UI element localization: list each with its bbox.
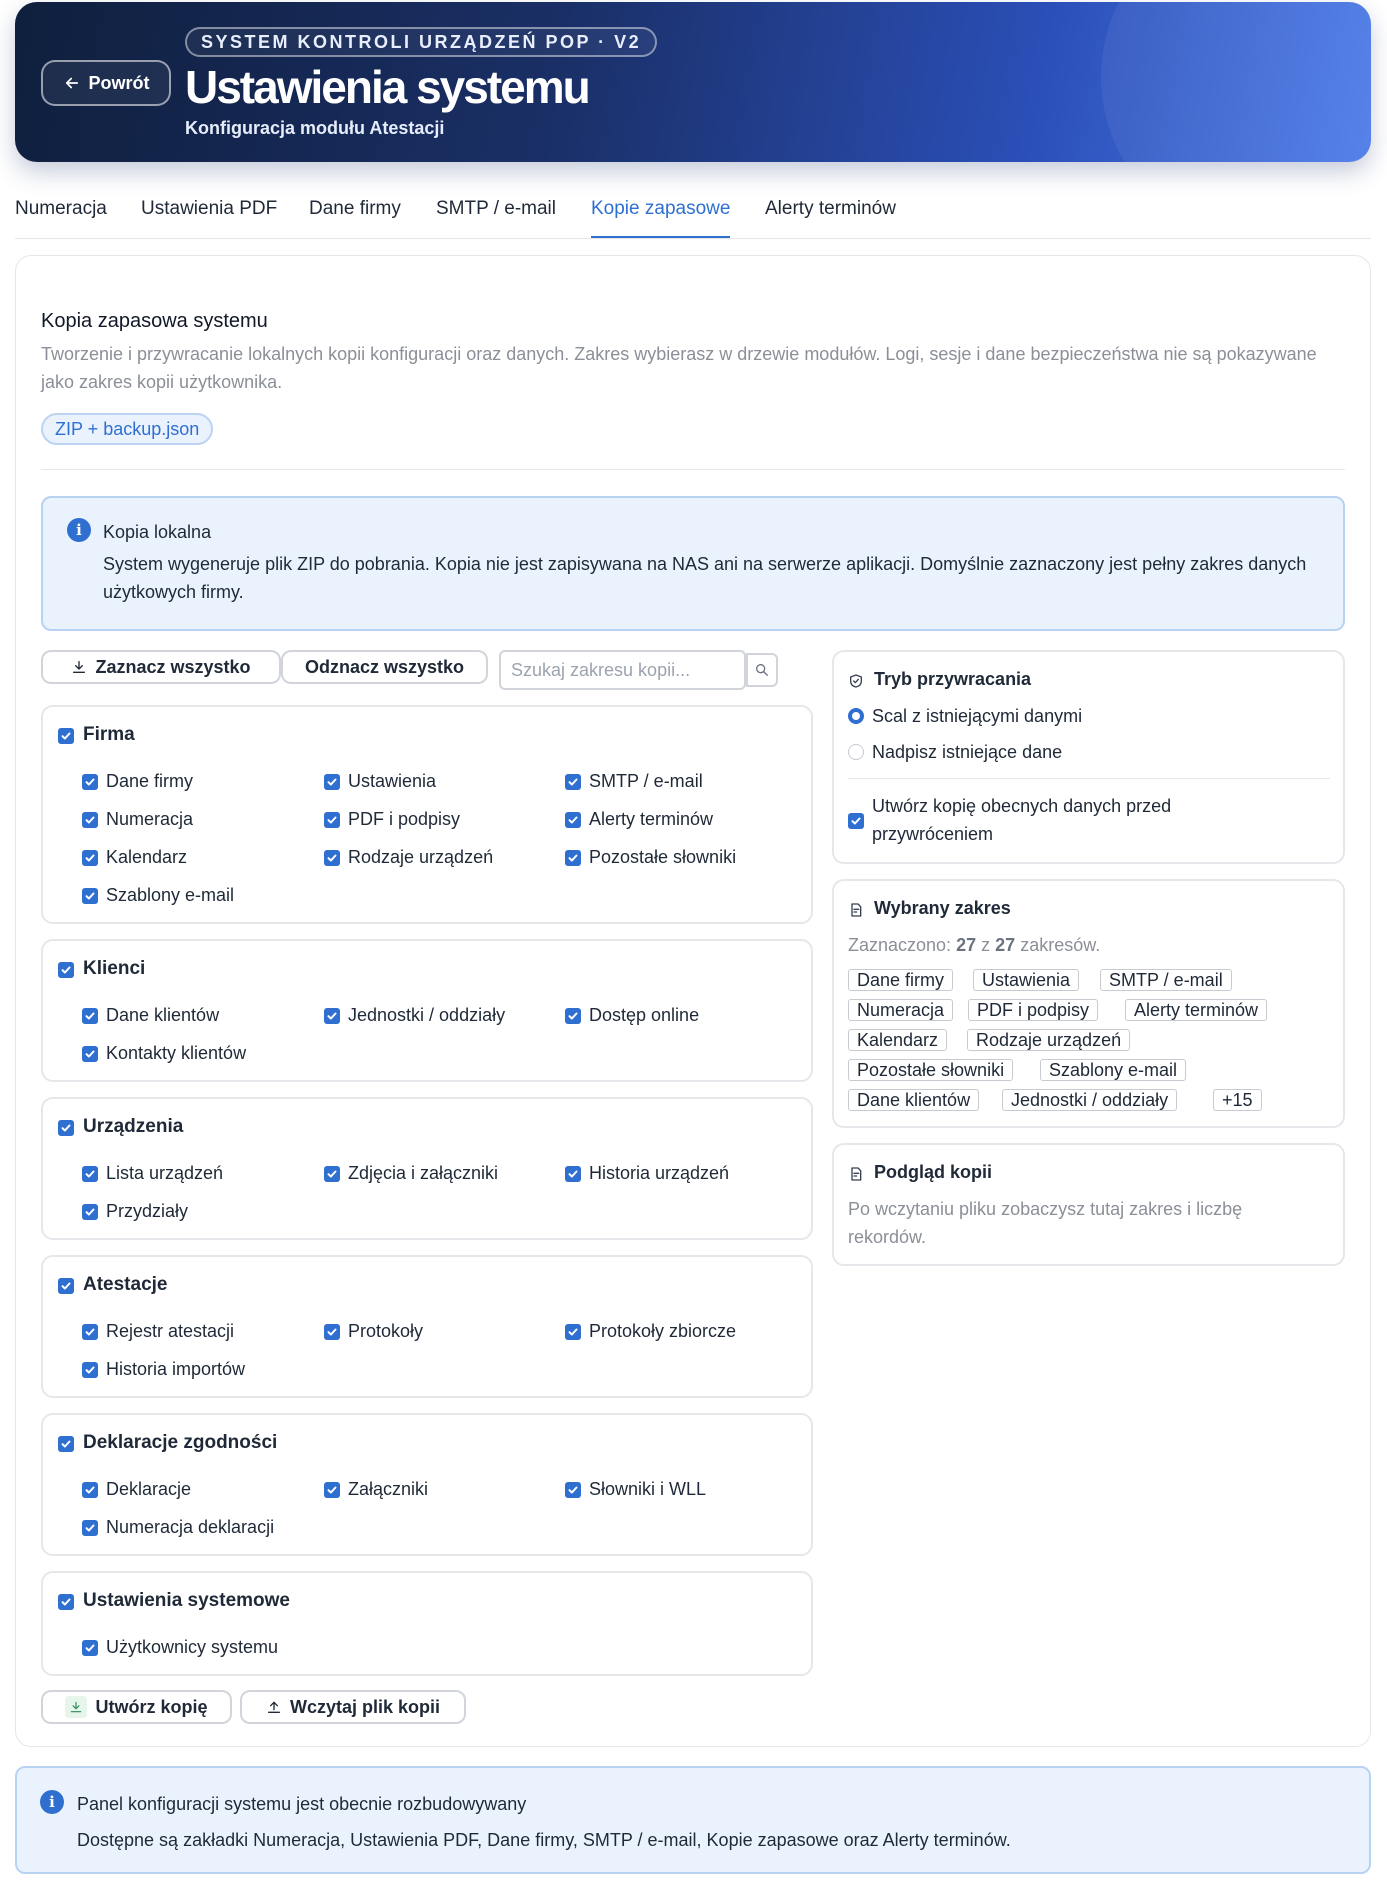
group-checkbox[interactable] (58, 1120, 74, 1136)
scope-tag: Dane firmy (848, 969, 953, 991)
check-icon (60, 1596, 72, 1608)
item-label: Ustawienia (348, 771, 437, 791)
check-icon (567, 1168, 579, 1180)
item-label: Zdjęcia i załączniki (348, 1163, 499, 1183)
summary-mid: z (981, 935, 991, 955)
info-text: System wygeneruje plik ZIP do pobrania. Kopia nie jest zapisywana na NAS ani na serwerze aplikacji. Domyślnie zaznaczony jest pełny zakres danych użytkowych firmy. (103, 554, 1307, 602)
tab-kopie-zapasowe[interactable]: Kopie zapasowe (591, 198, 730, 238)
backup-preview-panel (832, 1143, 1345, 1266)
back-button[interactable] (41, 60, 171, 106)
item-checkbox[interactable] (82, 1008, 98, 1024)
item-label: Szablony e-mail (106, 885, 235, 905)
item-checkbox[interactable] (82, 1204, 98, 1220)
create-backup-button[interactable] (41, 1690, 232, 1724)
item-checkbox[interactable] (82, 1520, 98, 1536)
pre-backup-label: Utwórz kopię obecnych danych przed przywróceniem (872, 796, 1172, 844)
item-checkbox[interactable] (324, 1166, 340, 1182)
scope-tag: Rodzaje urządzeń (967, 1029, 1130, 1051)
item-label: Protokoły zbiorcze (589, 1321, 737, 1341)
pre-backup-checkbox[interactable] (848, 813, 864, 829)
item-checkbox[interactable] (82, 1362, 98, 1378)
group-klienci (41, 939, 813, 1082)
scope-tag: Dane klientów (848, 1089, 979, 1111)
tab-smtp[interactable]: SMTP / e-mail (436, 198, 557, 219)
backup-preview-text: Po wczytaniu pliku zobaczysz tutaj zakres i liczbę rekordów. (848, 1199, 1243, 1247)
item-label: Rejestr atestacji (106, 1321, 235, 1341)
banner-decoration (1101, 2, 1371, 162)
select-all-button[interactable] (41, 650, 281, 684)
search-button[interactable] (746, 653, 778, 687)
check-icon (326, 1326, 338, 1338)
item-label: Lista urządzeń (106, 1163, 224, 1183)
scope-tag: Alerty terminów (1125, 999, 1267, 1021)
footer-info-title: Panel konfiguracji systemu jest obecnie rozbudowywany (77, 1794, 527, 1814)
selected-scope-summary (848, 931, 1100, 959)
create-backup-label: Utwórz kopię (95, 1696, 208, 1717)
check-icon (326, 1010, 338, 1022)
group-checkbox[interactable] (58, 1278, 74, 1294)
check-icon (60, 964, 72, 976)
select-all-label: Zaznacz wszystko (95, 656, 251, 677)
group-title: Ustawienia systemowe (83, 1590, 290, 1611)
group-deklaracje (41, 1413, 813, 1556)
deselect-all-label: Odznacz wszystko (304, 656, 465, 677)
check-icon (84, 852, 96, 864)
item-label: Użytkownicy systemu (106, 1637, 279, 1657)
item-checkbox[interactable] (565, 1166, 581, 1182)
local-backup-info (41, 496, 1345, 631)
tab-dane-firmy[interactable]: Dane firmy (309, 198, 401, 219)
item-checkbox[interactable] (324, 812, 340, 828)
item-label: Przydziały (106, 1201, 189, 1221)
check-icon (326, 1484, 338, 1496)
scope-tag: Jednostki / oddziały (1002, 1089, 1177, 1111)
section-divider (41, 469, 1345, 470)
item-label: SMTP / e-mail (589, 771, 703, 791)
format-badge: ZIP + backup.json (41, 413, 213, 445)
panel-status-info (15, 1766, 1371, 1874)
check-icon (326, 814, 338, 826)
item-checkbox[interactable] (82, 1166, 98, 1182)
check-icon (60, 730, 72, 742)
check-icon (84, 1206, 96, 1218)
item-checkbox[interactable] (82, 812, 98, 828)
check-icon (60, 1438, 72, 1450)
item-checkbox[interactable] (565, 850, 581, 866)
group-title: Deklaracje zgodności (83, 1432, 278, 1453)
tab-alerty-terminow[interactable]: Alerty terminów (765, 198, 896, 219)
check-icon (567, 852, 579, 864)
check-icon (84, 814, 96, 826)
document-icon (848, 1166, 864, 1182)
scope-tag: Szablony e-mail (1040, 1059, 1186, 1081)
check-icon (84, 1484, 96, 1496)
check-icon (850, 815, 862, 827)
system-eyebrow-badge: SYSTEM KONTROLI URZĄDZEŃ POP · V2 (185, 27, 657, 57)
item-checkbox[interactable] (565, 1324, 581, 1340)
item-label: Deklaracje (106, 1479, 192, 1499)
item-checkbox[interactable] (565, 1008, 581, 1024)
item-checkbox[interactable] (324, 1482, 340, 1498)
item-label: Pozostałe słowniki (589, 847, 737, 867)
footer-info-text: Dostępne są zakładki Numeracja, Ustawienia PDF, Dane firmy, SMTP / e-mail, Kopie zapasowe oraz Alerty terminów. (77, 1830, 1011, 1850)
group-checkbox[interactable] (58, 962, 74, 978)
item-label: Historia urządzeń (589, 1163, 730, 1183)
shield-icon (848, 673, 864, 689)
group-ustawienia-systemowe (41, 1571, 813, 1676)
selected-scope-panel (832, 879, 1345, 1128)
deselect-all-button[interactable] (281, 650, 488, 684)
scope-tag: Pozostałe słowniki (848, 1059, 1013, 1081)
check-icon (84, 1522, 96, 1534)
item-label: Załączniki (348, 1479, 429, 1499)
check-icon (326, 1168, 338, 1180)
search-icon (754, 662, 770, 678)
group-atestacje (41, 1255, 813, 1398)
check-icon (567, 1484, 579, 1496)
scope-tag: Numeracja (848, 999, 953, 1021)
info-title: Kopia lokalna (103, 522, 212, 542)
section-title: Kopia zapasowa systemu (41, 310, 268, 332)
check-icon (326, 852, 338, 864)
item-checkbox[interactable] (82, 850, 98, 866)
item-checkbox[interactable] (565, 812, 581, 828)
check-icon (84, 1364, 96, 1376)
item-label: Rodzaje urządzeń (348, 847, 494, 867)
item-checkbox[interactable] (82, 1482, 98, 1498)
check-icon (84, 776, 96, 788)
radio-overwrite-label: Nadpisz istniejące dane (872, 742, 1063, 762)
check-icon (60, 1122, 72, 1134)
item-label: Kontakty klientów (106, 1043, 247, 1063)
download-icon (65, 1696, 87, 1718)
load-backup-button[interactable] (240, 1690, 466, 1724)
scope-tag: SMTP / e-mail (1100, 969, 1232, 991)
load-backup-label: Wczytaj plik kopii (289, 1696, 441, 1717)
scope-tag: Kalendarz (848, 1029, 947, 1051)
download-icon (71, 659, 87, 675)
group-title: Atestacje (83, 1274, 168, 1295)
check-icon (84, 1326, 96, 1338)
item-checkbox[interactable] (82, 888, 98, 904)
section-description: Tworzenie i przywracanie lokalnych kopii konfiguracji oraz danych. Zakres wybierasz w drzewie modułów. Logi, sesje i dane bezpieczeństwa nie są pokazywane jako zakres kopii użytkownika. (41, 344, 1317, 392)
page-title: Ustawienia systemu (185, 61, 589, 113)
header-banner (15, 2, 1371, 162)
restore-mode-title: Tryb przywracania (874, 669, 1032, 689)
tab-numeracja[interactable]: Numeracja (15, 198, 107, 219)
scope-tag: Ustawienia (973, 969, 1079, 991)
item-checkbox[interactable] (82, 1046, 98, 1062)
check-icon (567, 1010, 579, 1022)
group-firma (41, 705, 813, 924)
group-title: Firma (83, 724, 135, 745)
item-label: Protokoły (348, 1321, 424, 1341)
item-checkbox[interactable] (324, 850, 340, 866)
item-checkbox[interactable] (82, 774, 98, 790)
summary-suffix: zakresów. (1020, 935, 1101, 955)
item-label: Alerty terminów (589, 809, 714, 829)
check-icon (567, 1326, 579, 1338)
panel-divider (848, 778, 1330, 779)
total-count: 27 (995, 935, 1016, 955)
document-icon (848, 902, 864, 918)
restore-mode-panel (832, 650, 1345, 864)
item-checkbox[interactable] (324, 1324, 340, 1340)
item-checkbox[interactable] (565, 774, 581, 790)
selected-count: 27 (956, 935, 977, 955)
group-title: Urządzenia (83, 1116, 184, 1137)
check-icon (84, 1642, 96, 1654)
item-label: Kalendarz (106, 847, 188, 867)
info-icon: i (40, 1790, 64, 1814)
item-label: Historia importów (106, 1359, 246, 1379)
item-checkbox[interactable] (324, 1008, 340, 1024)
info-icon: i (67, 518, 91, 542)
group-checkbox[interactable] (58, 1436, 74, 1452)
item-label: Dostęp online (589, 1005, 700, 1025)
scope-search-input[interactable] (499, 650, 746, 690)
check-icon (84, 1168, 96, 1180)
check-icon (567, 776, 579, 788)
item-label: Słowniki i WLL (589, 1479, 707, 1499)
group-title: Klienci (83, 958, 146, 979)
group-checkbox[interactable] (58, 728, 74, 744)
item-label: Dane firmy (106, 771, 194, 791)
backup-preview-title: Podgląd kopii (874, 1162, 993, 1182)
item-label: Numeracja deklaracji (106, 1517, 275, 1537)
arrow-left-icon (63, 74, 81, 92)
group-checkbox[interactable] (58, 1594, 74, 1610)
radio-merge-label: Scal z istniejącymi danymi (872, 706, 1083, 726)
item-checkbox[interactable] (324, 774, 340, 790)
check-icon (84, 1048, 96, 1060)
group-urzadzenia (41, 1097, 813, 1240)
radio-overwrite[interactable] (848, 744, 864, 760)
selected-scope-title: Wybrany zakres (874, 898, 1011, 918)
item-label: Numeracja (106, 809, 194, 829)
back-button-label: Powrót (88, 72, 150, 93)
check-icon (567, 814, 579, 826)
scope-tag-more: +15 (1213, 1089, 1262, 1111)
upload-icon (266, 1699, 282, 1715)
summary-prefix: Zaznaczono: (848, 935, 952, 955)
page-subtitle: Konfiguracja modułu Atestacji (185, 118, 445, 138)
check-icon (60, 1280, 72, 1292)
check-icon (84, 890, 96, 902)
settings-tabs (15, 190, 1371, 239)
item-checkbox[interactable] (82, 1640, 98, 1656)
radio-merge[interactable] (848, 708, 864, 724)
check-icon (84, 1010, 96, 1022)
item-label: Dane klientów (106, 1005, 220, 1025)
item-label: Jednostki / oddziały (348, 1005, 506, 1025)
check-icon (326, 776, 338, 788)
item-checkbox[interactable] (82, 1324, 98, 1340)
scope-tag: PDF i podpisy (968, 999, 1098, 1021)
tab-ustawienia-pdf[interactable]: Ustawienia PDF (141, 198, 278, 219)
item-label: PDF i podpisy (348, 809, 461, 829)
item-checkbox[interactable] (565, 1482, 581, 1498)
